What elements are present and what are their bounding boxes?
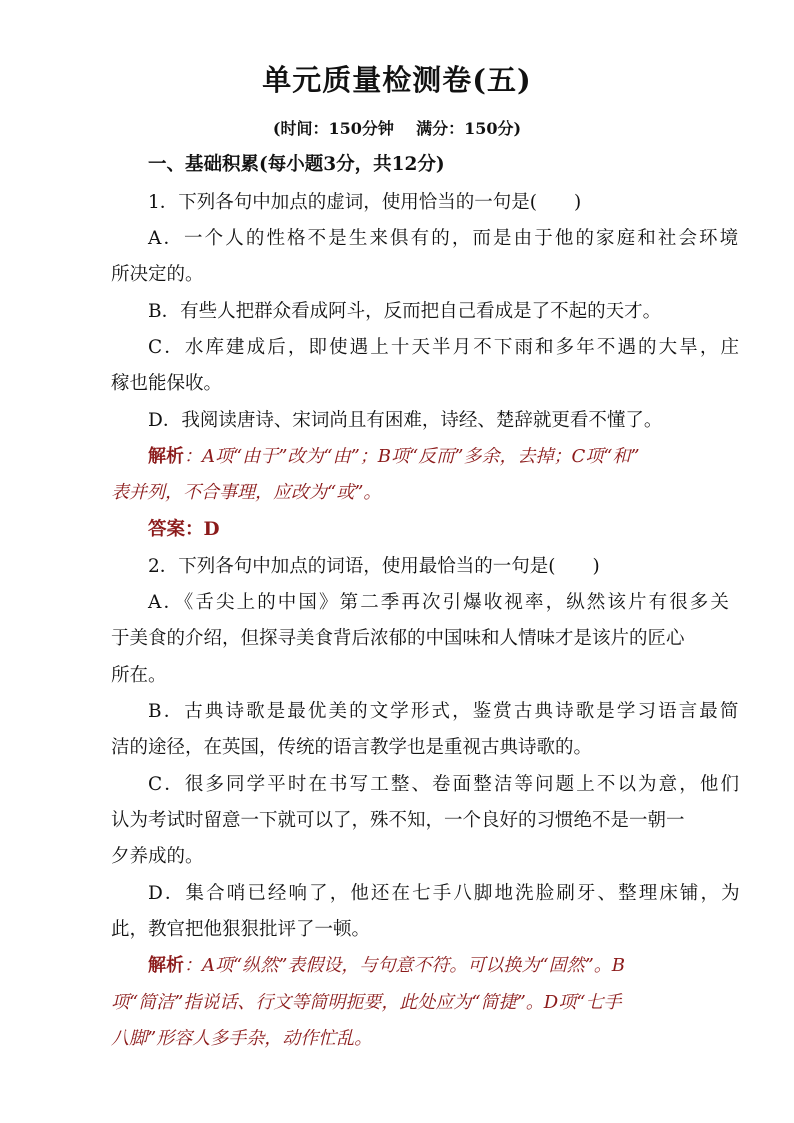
q2-option-a: A．《舌尖上的中国》第二季再次引爆收视率，纵然该片有很多关 [148,592,732,613]
q2-option-d: D．集合哨已经响了，他还在七手八脚地洗脸刷牙、整理床铺，为 [148,883,742,904]
q2-option-d-cont: 此，教官把他狠狠批评了一顿。 [111,919,371,940]
explanation-label: 解析 [148,955,184,976]
q2-option-c-cont: 认为考试时留意一下就可以了，殊不知，一个良好的习惯绝不是一朝一 [111,810,685,831]
q2-stem: 2．下列各句中加点的词语，使用最恰当的一句是( ) [148,556,600,577]
q2-explanation [148,954,625,978]
q2-option-b: B．古典诗歌是最优美的文学形式，鉴赏古典诗歌是学习语言最简 [148,701,741,722]
q1-stem: 1．下列各句中加点的虚词，使用恰当的一句是( ) [148,192,582,213]
q1-option-a: A．一个人的性格不是生来俱有的，而是由于他的家庭和社会环境 [148,228,741,249]
q2-option-c-cont2: 夕养成的。 [111,846,204,867]
q1-option-a-cont: 所决定的。 [111,264,204,285]
q2-option-b-cont: 洁的途径，在英国，传统的语言教学也是重视古典诗歌的。 [111,737,593,758]
q1-option-b: B．有些人把群众看成阿斗，反而把自己看成是了不起的天才。 [148,301,662,322]
explanation-label: 解析 [148,446,184,467]
section-heading: 一、基础积累(每小题3分，共12分) [148,154,445,175]
q2-option-c: C．很多同学平时在书写工整、卷面整洁等问题上不以为意，他们 [148,774,742,795]
q2-explanation-text: ：A项“纵然”表假设，与句意不符。可以换为“固然”。B [184,955,626,976]
answer-value: ：D [185,519,220,540]
q1-explanation-text: ：A项“由于”改为“由”；B项“反而”多余，去掉；C项“和” [184,446,640,467]
q1-option-c-cont: 稼也能保收。 [111,373,223,394]
exam-meta: (时间：150分钟 满分：150分) [272,119,522,138]
q2-explanation-cont2: 八脚”形容人多手杂，动作忙乱。 [111,1028,373,1049]
page-title: 单元质量检测卷(五) [262,63,532,97]
q2-option-a-cont2: 所在。 [111,665,167,686]
q1-option-c: C．水库建成后，即使遇上十天半月不下雨和多年不遇的大旱，庄 [148,337,742,358]
answer-label: 答案 [148,519,186,540]
q2-explanation-cont: 项“简洁”指说话、行文等简明扼要，此处应为“简捷”。D项“七手 [111,992,622,1013]
q1-option-d: D．我阅读唐诗、宋词尚且有困难，诗经、楚辞就更看不懂了。 [148,410,663,431]
q1-explanation-cont: 表并列，不合事理，应改为“或”。 [111,482,382,503]
q1-answer [148,518,220,542]
q1-explanation [148,445,640,469]
q2-option-a-cont: 于美食的介绍，但探寻美食背后浓郁的中国味和人情味才是该片的匠心 [111,628,685,649]
